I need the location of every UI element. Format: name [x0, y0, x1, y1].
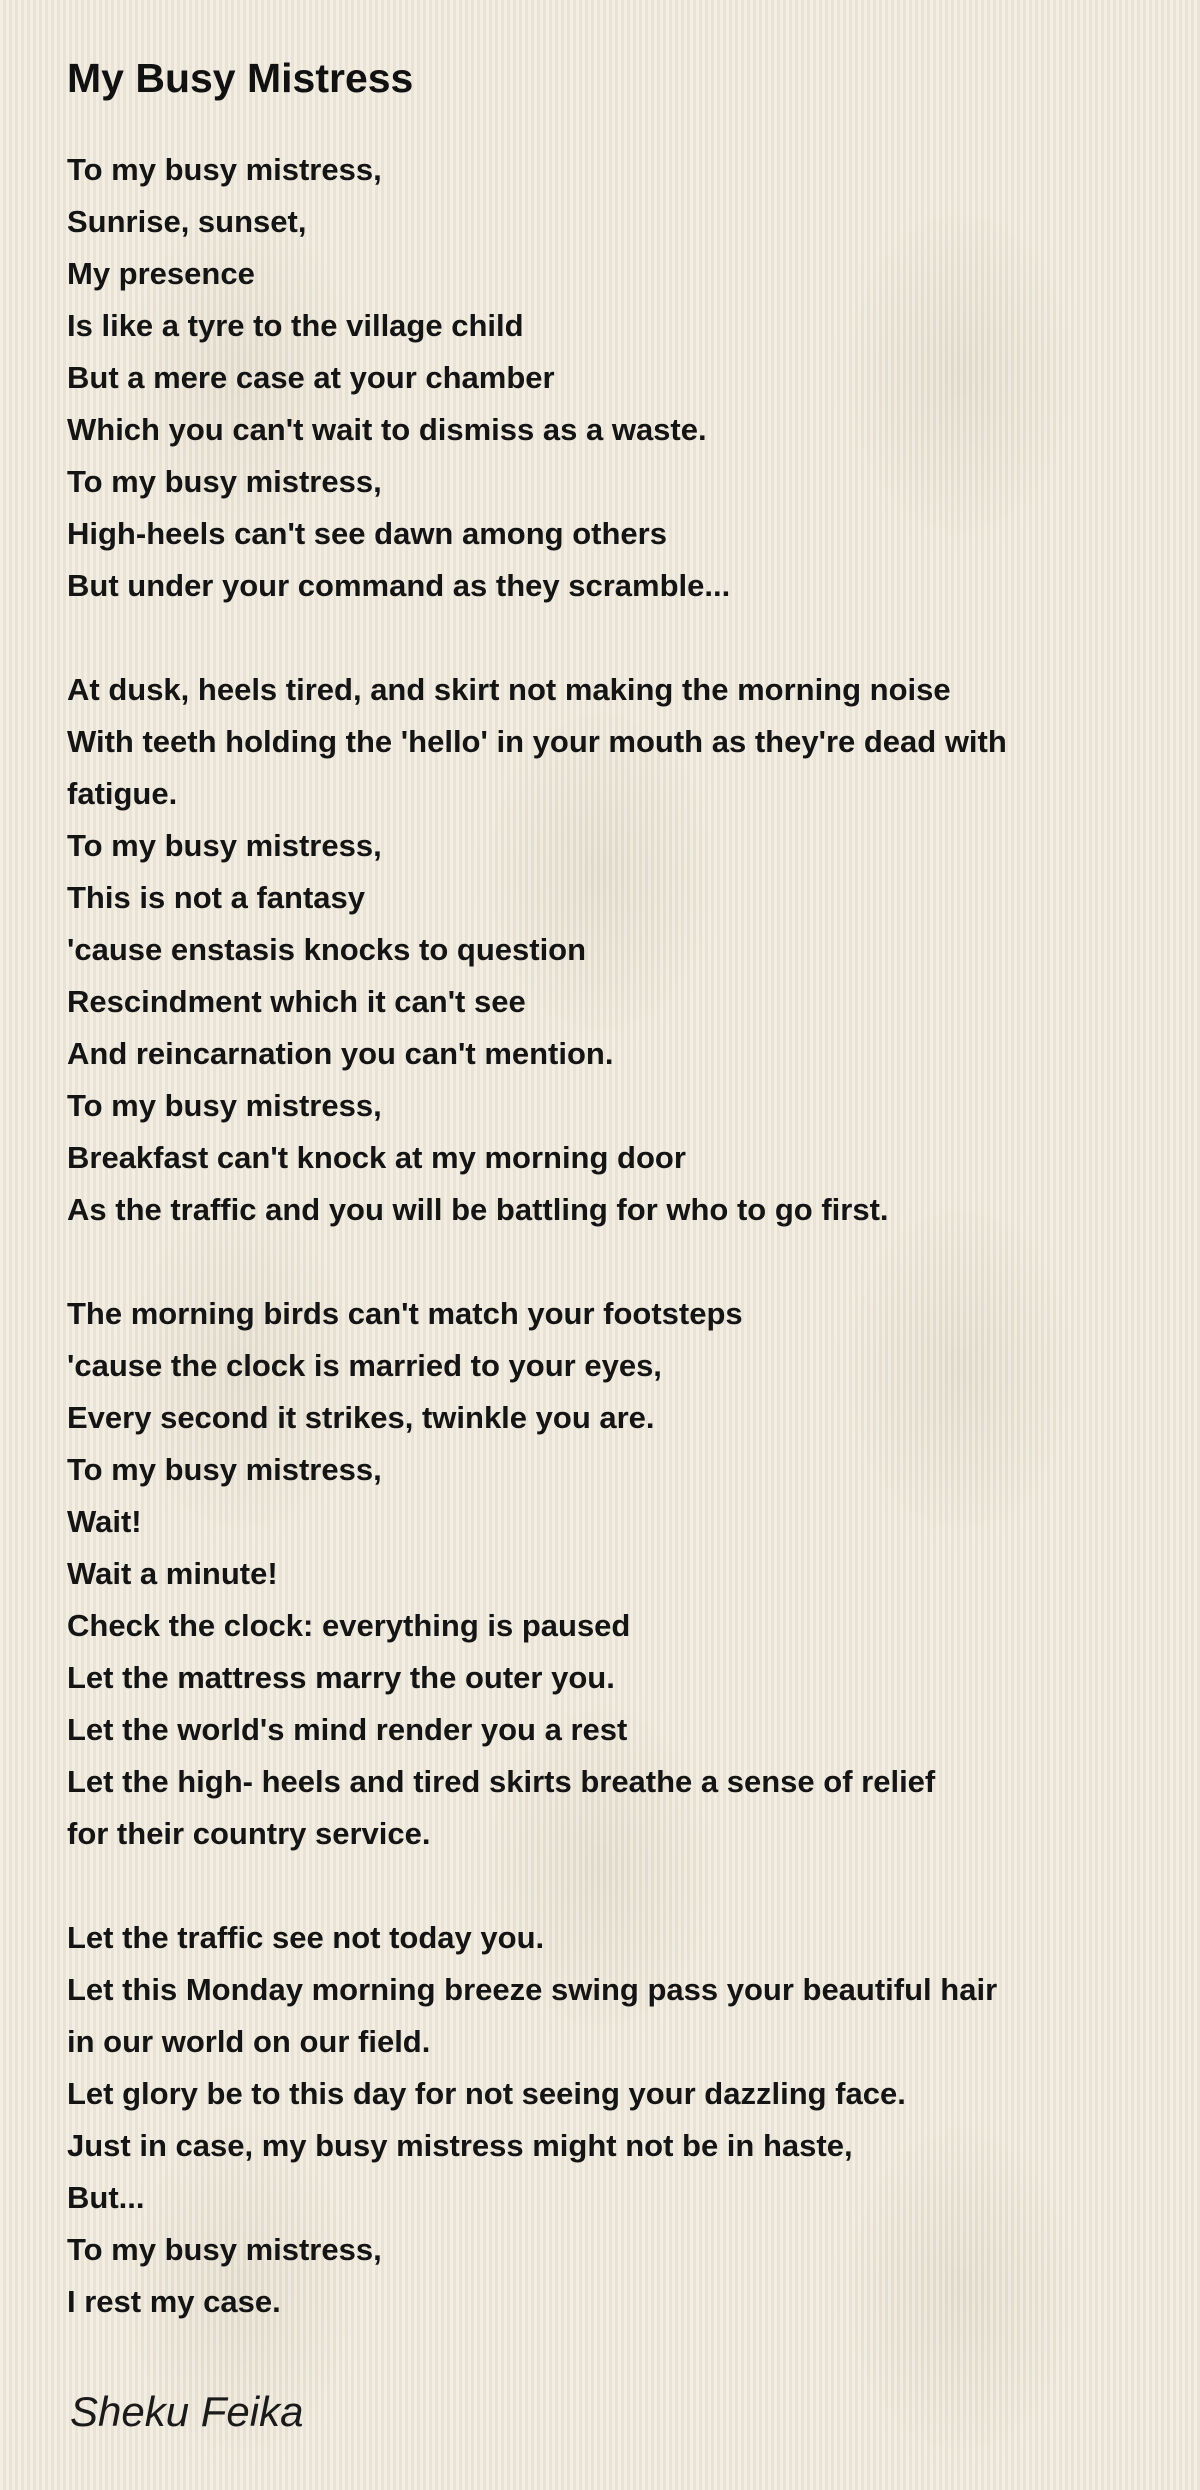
- poem-author: Sheku Feika: [70, 2388, 304, 2435]
- poem-card: [67, 50, 1147, 2328]
- poem-body: To my busy mistress, Sunrise, sunset, My presence Is like a tyre to the village child But a mere case at your chamber Which you can't wait to dismiss as a waste. To my busy mistress, High-heels can't see dawn among others But under your command as they scramble... At dusk, heels tired, and skirt not making the morning noise With teeth holding the 'hello' in your mouth as they're dead with fatigue. To my busy mistress, This is not a fantasy 'cause enstasis knocks to question Rescindment which it can't see And reincarnation you can't mention. To my busy mistress, Breakfast can't knock at my morning door As the traffic and you will be battling for who to go first. The morning birds can't match your footsteps 'cause the clock is married to your eyes, Every second it strikes, twinkle you are. To my busy mistress, Wait! Wait a minute! Check the clock: everything is paused Let the mattress marry the outer you. Let the world's mind render you a rest Let the high- heels and tired skirts breathe a sense of relief for their country service. Let the traffic see not today you. Let this Monday morning breeze swing pass your beautiful hair in our world on our field. Let glory be to this day for not seeing your dazzling face. Just in case, my busy mistress might not be in haste, But... To my busy mistress, I rest my case.: [67, 152, 1007, 2319]
- poem-title: My Busy Mistress: [67, 55, 414, 101]
